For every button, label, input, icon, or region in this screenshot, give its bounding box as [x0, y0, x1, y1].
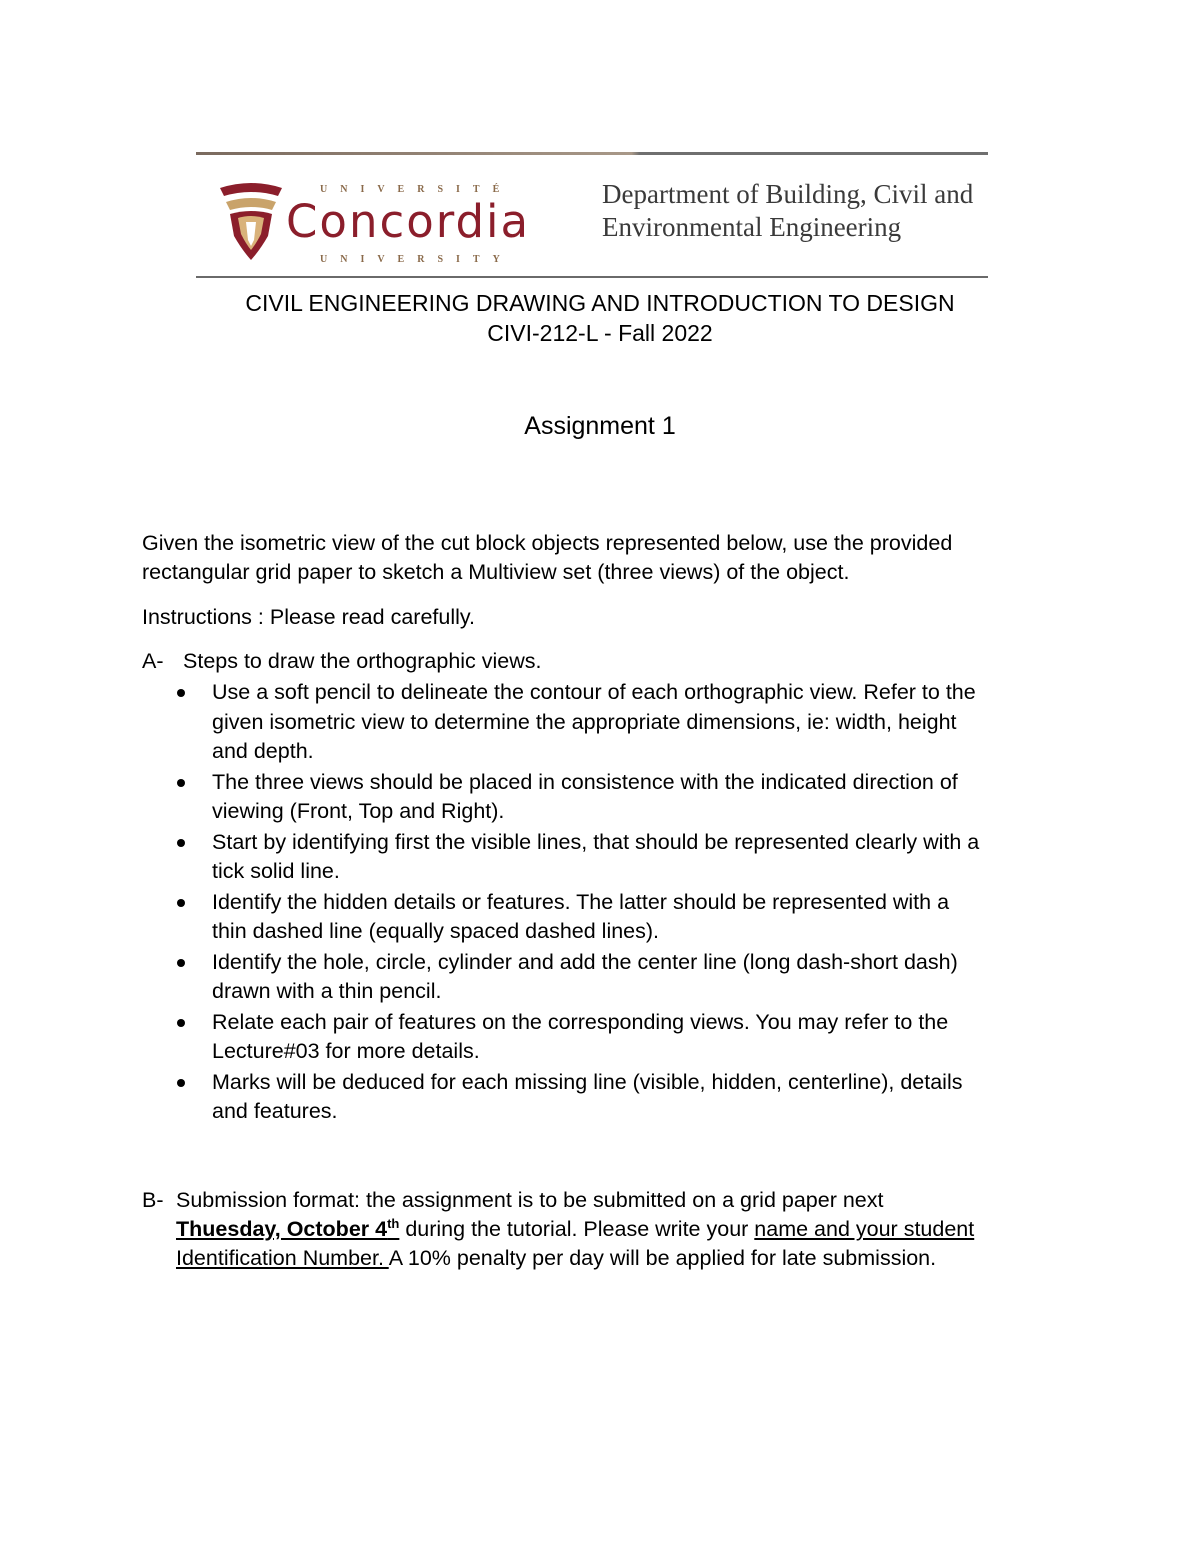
list-item: Marks will be deduced for each missing line (visible, hidden, centerline), details and features. [175, 1068, 1065, 1127]
submission-line-2: Thuesday, October 4th during the tutorial. Please write your name and your student [176, 1215, 975, 1241]
department-name [602, 178, 973, 244]
concordia-logo [216, 178, 581, 268]
bullet-icon [177, 959, 185, 967]
bullet-icon [177, 689, 185, 697]
intro-line-2: rectangular grid paper to sketch a Multiview set (three views) of the object. [142, 560, 850, 584]
bullet-icon [177, 1019, 185, 1027]
bullet-icon [177, 1079, 185, 1087]
course-title: CIVIL ENGINEERING DRAWING AND INTRODUCTION TO DESIGN [245, 290, 955, 316]
header-top-rule [196, 152, 988, 155]
list-item: Identify the hidden details or features. The latter should be represented with a thin dashed line (equally spaced dashed lines). [175, 888, 1065, 947]
letterhead [196, 152, 988, 280]
section-a-label: A- [142, 649, 164, 673]
university-name: Concordia [286, 195, 531, 248]
course-code-term: CIVI-212-L - Fall 2022 [487, 320, 713, 346]
submission-line-1: Submission format: the assignment is to be submitted on a grid paper next [176, 1188, 884, 1212]
header-bottom-rule [196, 276, 988, 278]
university-bottom-text: UNIVERSITY [320, 254, 513, 265]
crest-icon [216, 180, 286, 264]
section-b-label: B- [142, 1188, 164, 1212]
department-line-1: Department of Building, Civil and [602, 179, 974, 209]
list-item: Identify the hole, circle, cylinder and add the center line (long dash-short dash) drawn with a thin pencil. [175, 948, 1065, 1007]
name-id-requirement: name and your student [754, 1217, 975, 1241]
name-id-requirement-cont: Identification Number. [176, 1246, 389, 1270]
due-date: Thuesday, October 4th [176, 1215, 400, 1241]
list-item: Use a soft pencil to delineate the contour of each orthographic view. Refer to the given isometric view to determine the appropriate dimensions, ie: width, height and depth. [175, 678, 1065, 767]
department-line-2: Environmental Engineering [602, 212, 902, 242]
intro-line-1: Given the isometric view of the cut block objects represented below, use the provided [142, 531, 953, 555]
bullet-icon [177, 779, 185, 787]
bullet-icon [177, 839, 185, 847]
university-top-text: UNIVERSITÉ [320, 184, 513, 195]
instructions-label: Instructions : Please read carefully. [142, 605, 476, 629]
list-item: Start by identifying first the visible lines, that should be represented clearly with a tick solid line. [175, 828, 1065, 887]
list-item: Relate each pair of features on the corresponding views. You may refer to the Lecture#03 for more details. [175, 1008, 1065, 1067]
assignment-title: Assignment 1 [524, 412, 676, 440]
bullet-icon [177, 899, 185, 907]
submission-line-3: Identification Number. A 10% penalty per day will be applied for late submission. [176, 1246, 937, 1270]
steps-list [175, 678, 1065, 1128]
section-a-heading: Steps to draw the orthographic views. [183, 649, 542, 673]
list-item: The three views should be placed in consistence with the indicated direction of viewing (Front, Top and Right). [175, 768, 1065, 827]
